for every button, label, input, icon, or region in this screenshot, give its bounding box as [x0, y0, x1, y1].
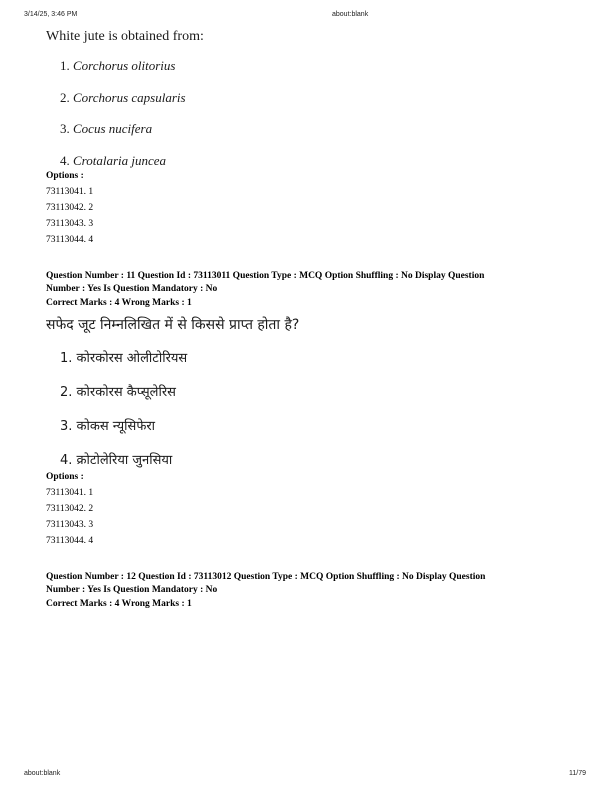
option-text: कोरकोरस कैप्सूलेरिस [76, 385, 176, 400]
q10-options-label: Options : [46, 171, 84, 181]
option-text: Corchorus olitorius [73, 58, 176, 73]
q11-option-code-1: 73113041. 1 [46, 488, 94, 498]
print-datetime: 3/14/25, 3:46 PM [24, 11, 78, 18]
page-number: 11/79 [569, 770, 586, 777]
q11-option-code-2: 73113042. 2 [46, 504, 94, 514]
q11-option-code-3: 73113043. 3 [46, 520, 94, 530]
q10-option-4 [60, 153, 166, 169]
option-number: 1. [60, 351, 73, 366]
q11-title: सफेद जूट निम्नलिखित में से किससे प्राप्त होता है? [46, 317, 300, 333]
q11-options-label: Options : [46, 472, 84, 482]
option-number: 2. [60, 90, 70, 105]
q11-option-1 [60, 348, 187, 366]
option-text: कोकस न्यूसिफेरा [76, 419, 156, 434]
option-number: 1. [60, 58, 70, 73]
q10-option-code-2: 73113042. 2 [46, 203, 94, 213]
q11-option-3 [60, 416, 155, 434]
option-text: Corchorus capsularis [73, 90, 186, 105]
option-number: 4. [60, 153, 70, 168]
q10-option-2 [60, 90, 186, 106]
option-text: Crotalaria juncea [73, 153, 167, 168]
option-number: 3. [60, 121, 70, 136]
print-url: about:blank [332, 11, 369, 18]
q10-option-code-1: 73113041. 1 [46, 187, 94, 197]
option-text: क्रोटोलेरिया जुनसिया [76, 453, 173, 468]
q10-option-code-3: 73113043. 3 [46, 219, 94, 229]
print-footer-url: about:blank [24, 770, 61, 777]
q10-title: White jute is obtained from: [46, 29, 204, 44]
q11-option-2 [60, 382, 176, 400]
q10-option-1 [60, 58, 175, 74]
option-text: Cocus nucifera [73, 121, 153, 136]
q11-option-4 [60, 450, 172, 468]
q10-option-3 [60, 121, 152, 137]
q12-meta-line-1: Question Number : 12 Question Id : 73113012 Question Type : MCQ Option Shuffling : No Display Question [46, 572, 486, 582]
q11-option-code-4: 73113044. 4 [46, 536, 94, 546]
option-number: 2. [60, 385, 73, 400]
q12-meta-line-2: Number : Yes Is Question Mandatory : No [46, 585, 218, 595]
option-number: 4. [60, 453, 73, 468]
q11-meta-line-1: Question Number : 11 Question Id : 73113011 Question Type : MCQ Option Shuffling : No Display Question [46, 271, 485, 281]
q11-meta-line-2: Number : Yes Is Question Mandatory : No [46, 284, 218, 294]
q10-option-code-4: 73113044. 4 [46, 235, 94, 245]
option-number: 3. [60, 419, 73, 434]
q11-marks: Correct Marks : 4 Wrong Marks : 1 [46, 298, 192, 308]
option-text: कोरकोरस ओलीटोरियस [76, 351, 188, 366]
q12-marks: Correct Marks : 4 Wrong Marks : 1 [46, 599, 192, 609]
